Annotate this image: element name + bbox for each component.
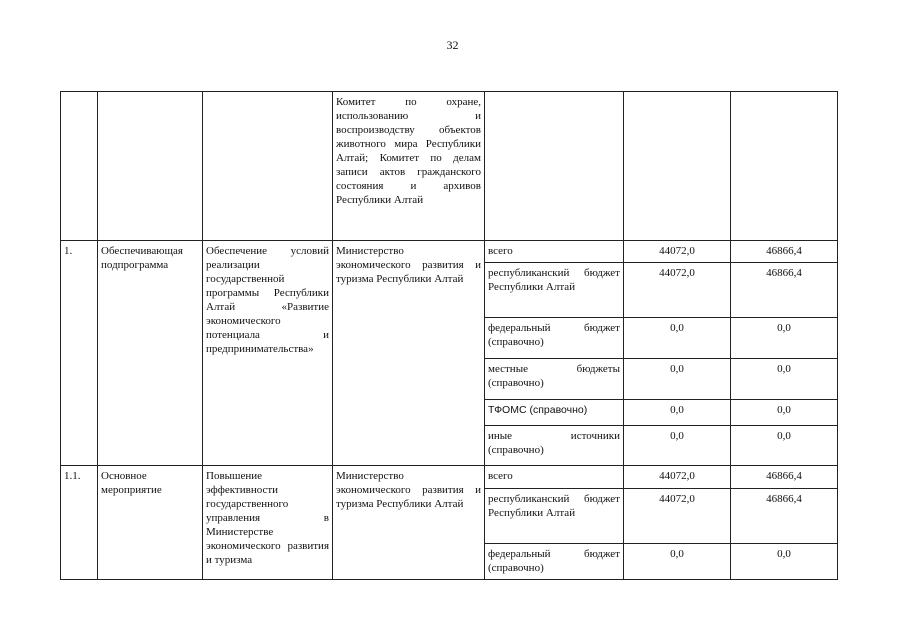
cell-source: республиканский бюджет Республики Алтай	[485, 263, 624, 318]
cell-type: Обеспечивающая подпрограмма	[98, 241, 203, 466]
cell-source: всего	[485, 466, 624, 489]
cell-type	[98, 92, 203, 241]
cell-value-1: 0,0	[624, 400, 731, 426]
cell-source: ТФОМС (справочно)	[485, 400, 624, 426]
cell-value-1: 44072,0	[624, 241, 731, 263]
cell-value-2	[731, 92, 838, 241]
cell-name: Обеспечение условий реализации государственной программы Республики Алтай «Развитие экономического потенциала и предпринимательства»	[203, 241, 333, 466]
cell-executor: Министерство экономического развития и туризма Республики Алтай	[333, 466, 485, 580]
cell-executor: Министерство экономического развития и туризма Республики Алтай	[333, 241, 485, 466]
page-number: 32	[446, 38, 459, 52]
continuation-row	[61, 92, 838, 241]
cell-source: федеральный бюджет (справочно)	[485, 544, 624, 580]
program-table	[60, 91, 838, 580]
cell-value-2: 46866,4	[731, 489, 838, 544]
table-row	[61, 466, 838, 489]
cell-value-2: 0,0	[731, 318, 838, 359]
cell-number: 1.	[61, 241, 98, 466]
table-row	[61, 241, 838, 263]
cell-executor: Комитет по охране, использованию и воспроизводству объектов животного мира Республики Алтай; Комитет по делам записи актов гражданского состояния и архивов Республики Алтай	[333, 92, 485, 241]
cell-value-2: 0,0	[731, 400, 838, 426]
cell-value-1: 0,0	[624, 544, 731, 580]
cell-value-2: 0,0	[731, 544, 838, 580]
cell-value-2: 0,0	[731, 359, 838, 400]
cell-value-1: 0,0	[624, 318, 731, 359]
cell-name	[203, 92, 333, 241]
cell-source: иные источники (справочно)	[485, 426, 624, 466]
cell-value-1	[624, 92, 731, 241]
cell-name: Повышение эффективности государственного управления в Министерстве экономического развития и туризма	[203, 466, 333, 580]
cell-value-1: 44072,0	[624, 489, 731, 544]
cell-number	[61, 92, 98, 241]
cell-number: 1.1.	[61, 466, 98, 580]
cell-type: Основное мероприятие	[98, 466, 203, 580]
cell-source: республиканский бюджет Республики Алтай	[485, 489, 624, 544]
cell-value-2: 46866,4	[731, 263, 838, 318]
cell-value-1: 0,0	[624, 426, 731, 466]
cell-value-1: 44072,0	[624, 263, 731, 318]
cell-source: федеральный бюджет (справочно)	[485, 318, 624, 359]
cell-value-1: 44072,0	[624, 466, 731, 489]
cell-source: всего	[485, 241, 624, 263]
cell-value-2: 46866,4	[731, 241, 838, 263]
cell-source: местные бюджеты (справочно)	[485, 359, 624, 400]
cell-value-2: 46866,4	[731, 466, 838, 489]
cell-value-2: 0,0	[731, 426, 838, 466]
cell-value-1: 0,0	[624, 359, 731, 400]
cell-source	[485, 92, 624, 241]
